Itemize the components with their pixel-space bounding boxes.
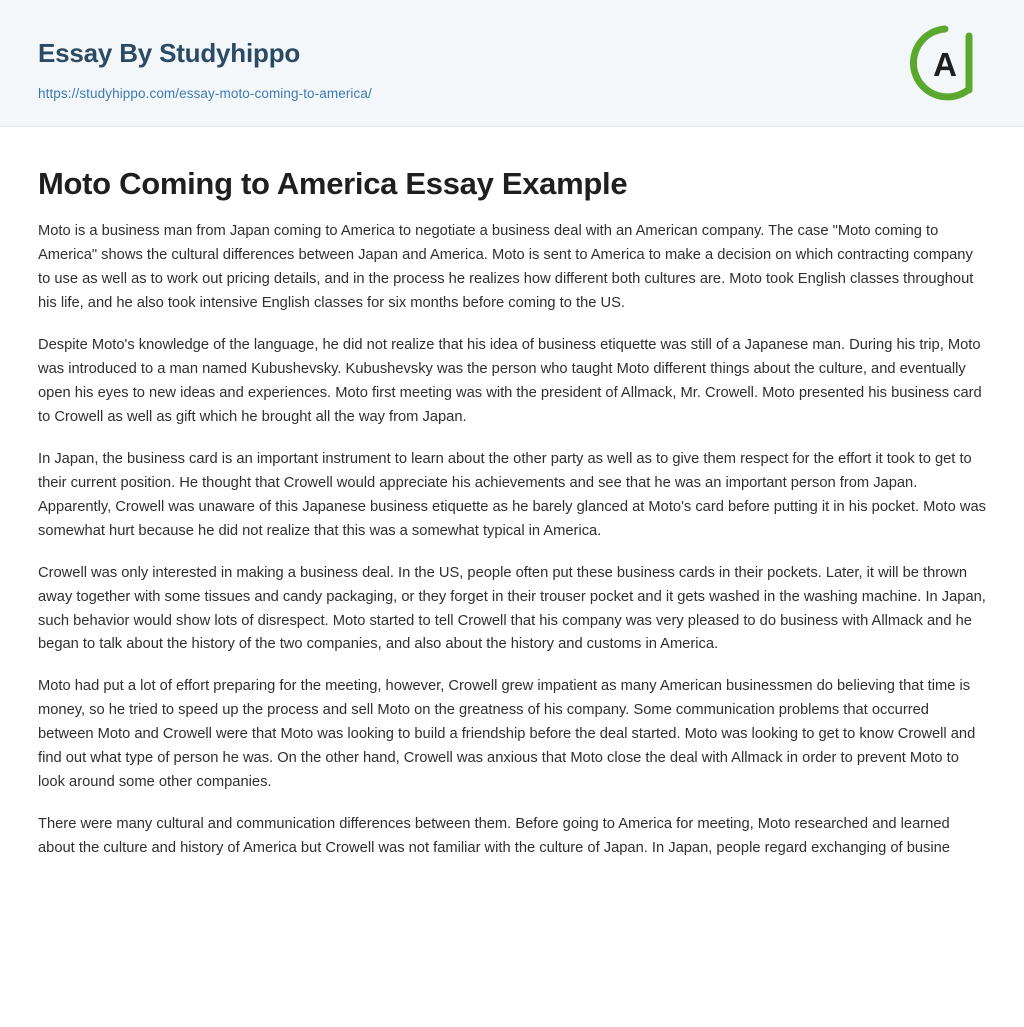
page-title: Moto Coming to America Essay Example [38,166,628,201]
paragraph: In Japan, the business card is an important instrument to learn about the other party as well as to give them respect for the effort it took to get to their current position. He thought that Crowell would appreciate his achievements and see that he was an important person from Japan. Apparently, Crowell was unaware of this Japanese business etiquette as he barely glanced at Moto's card before putting it in his pocket. Moto was somewhat hurt because he did not realize that this was a somewhat typical in America. [38,450,986,539]
source-url-link[interactable]: https://studyhippo.com/essay-moto-coming-to-america/ [38,86,372,101]
brand-title [38,40,300,66]
paragraph: Moto is a business man from Japan coming to America to negotiate a business deal with an American company. The case "Moto coming to America" shows the cultural differences between Japan and America. Moto is sent to America to make a decision on which contracting company to use as well as to work out pricing details, and in the process he realizes how different both cultures are. Moto took English classes throughout his life, and he also took intensive English classes for six months before coming to the US. [38,223,974,312]
paragraph: Crowell was only interested in making a business deal. In the US, people often put these business cards in their pockets. Later, it will be thrown away together with some tissues and candy packaging, or they forget in their trouser pocket and it gets washed in the washing machine. In Japan, such behavior would show lots of disrespect. Moto started to tell Crowell that his company was very pleased to do business with Allmack and he began to talk about the history of the two companies, and also about the history and customs in America. [38,564,986,653]
paragraph: Moto had put a lot of effort preparing for the meeting, however, Crowell grew impatient as many American businessmen do believing that time is money, so he tried to speed up the process and sell Moto on the greatness of his company. Some communication problems that occurred between Moto and Crowell were that Moto was looking to build a friendship before the deal started. Moto was looking to get to know Crowell and find out what type of person he was. On the other hand, Crowell was anxious that Moto close the deal with Allmack in order to prevent Moto to look around some other companies. [38,678,976,791]
document-body [0,127,1024,861]
brand-name: Studyhippo [159,38,301,68]
studyhippo-a-logo-icon [906,24,984,102]
site-header [0,0,1024,127]
paragraph: Despite Moto's knowledge of the language, he did not realize that his idea of business etiquette was still of a Japanese man. During his trip, Moto was introduced to a man named Kubushevsky. Kubushevsky was the person who taught Moto different things about the culture, and eventually open his eyes to new ideas and experiences. Moto first meeting was with the president of Allmack, Mr. Crowell. Moto presented his business card to Crowell as well as gift which he brought all the way from Japan. [38,337,982,425]
svg-text:A: A [933,46,957,83]
brand-prefix: Essay By [38,38,160,68]
paragraph: There were many cultural and communication differences between them. Before going to America for meeting, Moto researched and learned about the culture and history of America but Crowell was not familiar with the culture of Japan. In Japan, people regard exchanging of busine [38,816,950,857]
